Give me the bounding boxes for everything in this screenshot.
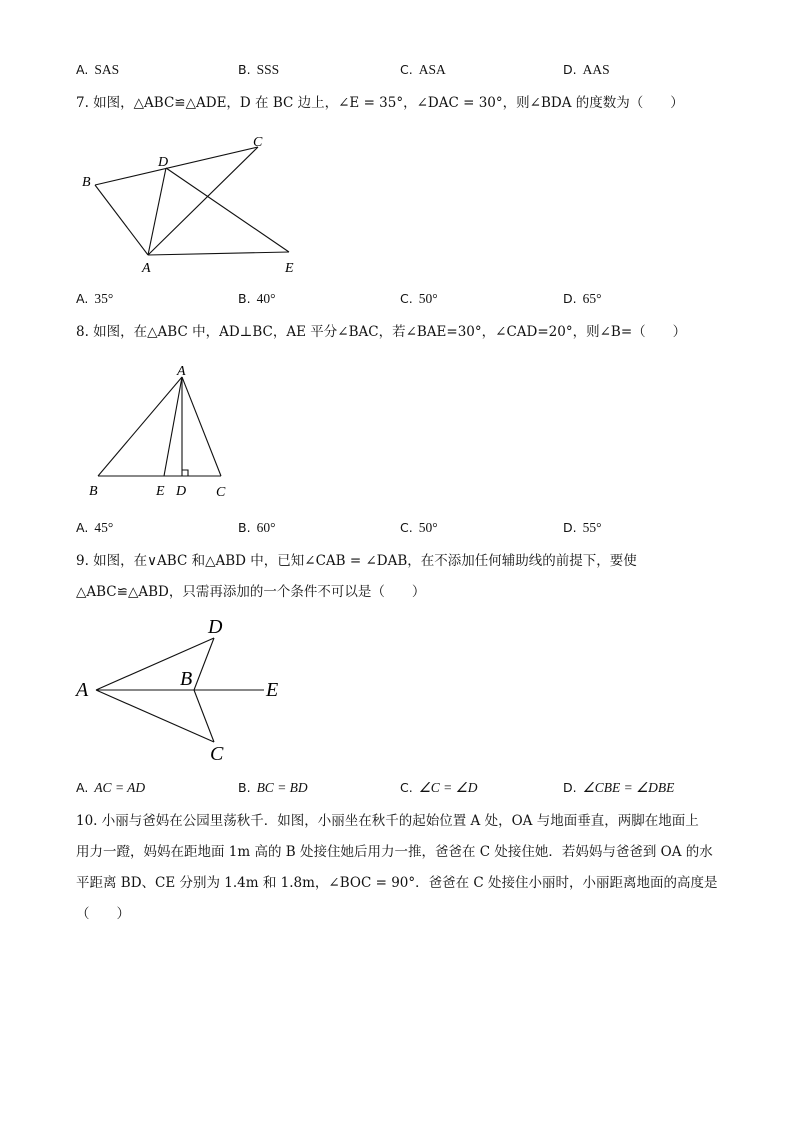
option-label: B. — [238, 520, 251, 535]
q8-label-b: B — [89, 484, 98, 499]
option-text: SAS — [94, 62, 120, 77]
option-text: 55° — [582, 520, 602, 535]
q8-option-d[interactable] — [563, 520, 602, 536]
option-text: AC = AD — [94, 780, 146, 795]
q8-label-c: C — [216, 485, 226, 500]
option-text: ∠CBE = ∠DBE — [582, 780, 675, 795]
q7-label-d: D — [158, 155, 169, 170]
q10-line1: 10. 小丽与爸妈在公园里荡秋千．如图，小丽坐在秋千的起始位置 A 处，OA 与地面垂直，两脚在地面上 — [76, 813, 699, 829]
option-text: BC = BD — [256, 780, 308, 795]
q7-label-e: E — [285, 261, 294, 276]
option-label: B. — [238, 780, 251, 795]
q7-label-c: C — [253, 135, 263, 150]
option-label: C. — [400, 780, 413, 795]
q8-label-d: D — [176, 484, 187, 499]
q8-label-e: E — [156, 484, 165, 499]
option-text: SSS — [256, 62, 280, 77]
q9-stem-line1: 9. 如图，在∨ABC 和△ABD 中，已知∠CAB = ∠DAB，在不添加任何辅助线的前提下，要使 — [76, 553, 637, 569]
option-label: B. — [238, 62, 251, 77]
q9-label-a: A — [76, 679, 89, 701]
q9-label-c: C — [210, 743, 224, 765]
option-label: A. — [76, 291, 89, 306]
q10-line3: 平距离 BD、CE 分别为 1.4m 和 1.8m，∠BOC = 90°．爸爸在 C 处接住小丽时，小丽距离地面的高度是 — [76, 875, 718, 891]
option-label: D. — [563, 62, 577, 77]
option-label: D. — [563, 780, 577, 795]
option-label: D. — [563, 291, 577, 306]
q7-figure — [70, 128, 310, 278]
option-label: C. — [400, 62, 413, 77]
option-label: C. — [400, 520, 413, 535]
q9-label-b: B — [180, 668, 193, 690]
q8-options — [76, 520, 736, 540]
option-label: B. — [238, 291, 251, 306]
q9-label-e: E — [266, 679, 279, 701]
option-text: 35° — [94, 291, 114, 306]
option-text: 45° — [94, 520, 114, 535]
option-label: C. — [400, 291, 413, 306]
q8-option-a[interactable] — [76, 520, 113, 536]
q9-stem-line2: △ABC≌△ABD，只需再添加的一个条件不可以是（ ） — [76, 584, 426, 600]
option-text: 50° — [418, 520, 438, 535]
option-text: ASA — [418, 62, 446, 77]
q8-option-b[interactable] — [238, 520, 275, 536]
option-text: ∠C = ∠D — [418, 780, 478, 795]
q7-option-c[interactable] — [400, 291, 438, 307]
q6-option-b[interactable] — [238, 62, 279, 78]
q6-option-d[interactable] — [563, 62, 610, 78]
q9-options — [76, 780, 736, 800]
option-label: A. — [76, 780, 89, 795]
option-label: A. — [76, 520, 89, 535]
q7-options — [76, 291, 736, 311]
q8-option-c[interactable] — [400, 520, 438, 536]
q6-option-a[interactable] — [76, 62, 119, 78]
q6-option-c[interactable] — [400, 62, 446, 78]
option-text: AAS — [582, 62, 610, 77]
q9-label-d: D — [208, 616, 223, 638]
q7-option-a[interactable] — [76, 291, 113, 307]
option-text: 65° — [582, 291, 602, 306]
q9-figure — [72, 612, 302, 770]
q8-figure — [80, 358, 240, 503]
q6-options — [76, 62, 736, 82]
option-text: 50° — [418, 291, 438, 306]
q8-label-a: A — [177, 364, 186, 379]
q10-line2: 用力一蹬，妈妈在距地面 1m 高的 B 处接住她后用力一推，爸爸在 C 处接住她．若妈妈与爸爸到 OA 的水 — [76, 844, 713, 860]
q9-option-c[interactable] — [400, 780, 478, 796]
q7-label-a: A — [142, 261, 151, 276]
q9-option-d[interactable] — [563, 780, 674, 796]
q9-option-a[interactable] — [76, 780, 145, 796]
q7-option-d[interactable] — [563, 291, 602, 307]
option-text: 40° — [256, 291, 276, 306]
q10-line4: （ ） — [76, 906, 130, 922]
q7-stem: 7. 如图，△ABC≌△ADE，D 在 BC 边上，∠E = 35°，∠DAC = 30°，则∠BDA 的度数为（ ） — [76, 95, 684, 111]
option-label: D. — [563, 520, 577, 535]
option-text: 60° — [256, 520, 276, 535]
q7-label-b: B — [82, 175, 91, 190]
option-label: A. — [76, 62, 89, 77]
q9-option-b[interactable] — [238, 780, 308, 796]
q8-stem: 8. 如图，在△ABC 中，AD⊥BC，AE 平分∠BAC，若∠BAE=30°，∠CAD=20°，则∠B=（ ） — [76, 324, 687, 340]
q7-option-b[interactable] — [238, 291, 275, 307]
